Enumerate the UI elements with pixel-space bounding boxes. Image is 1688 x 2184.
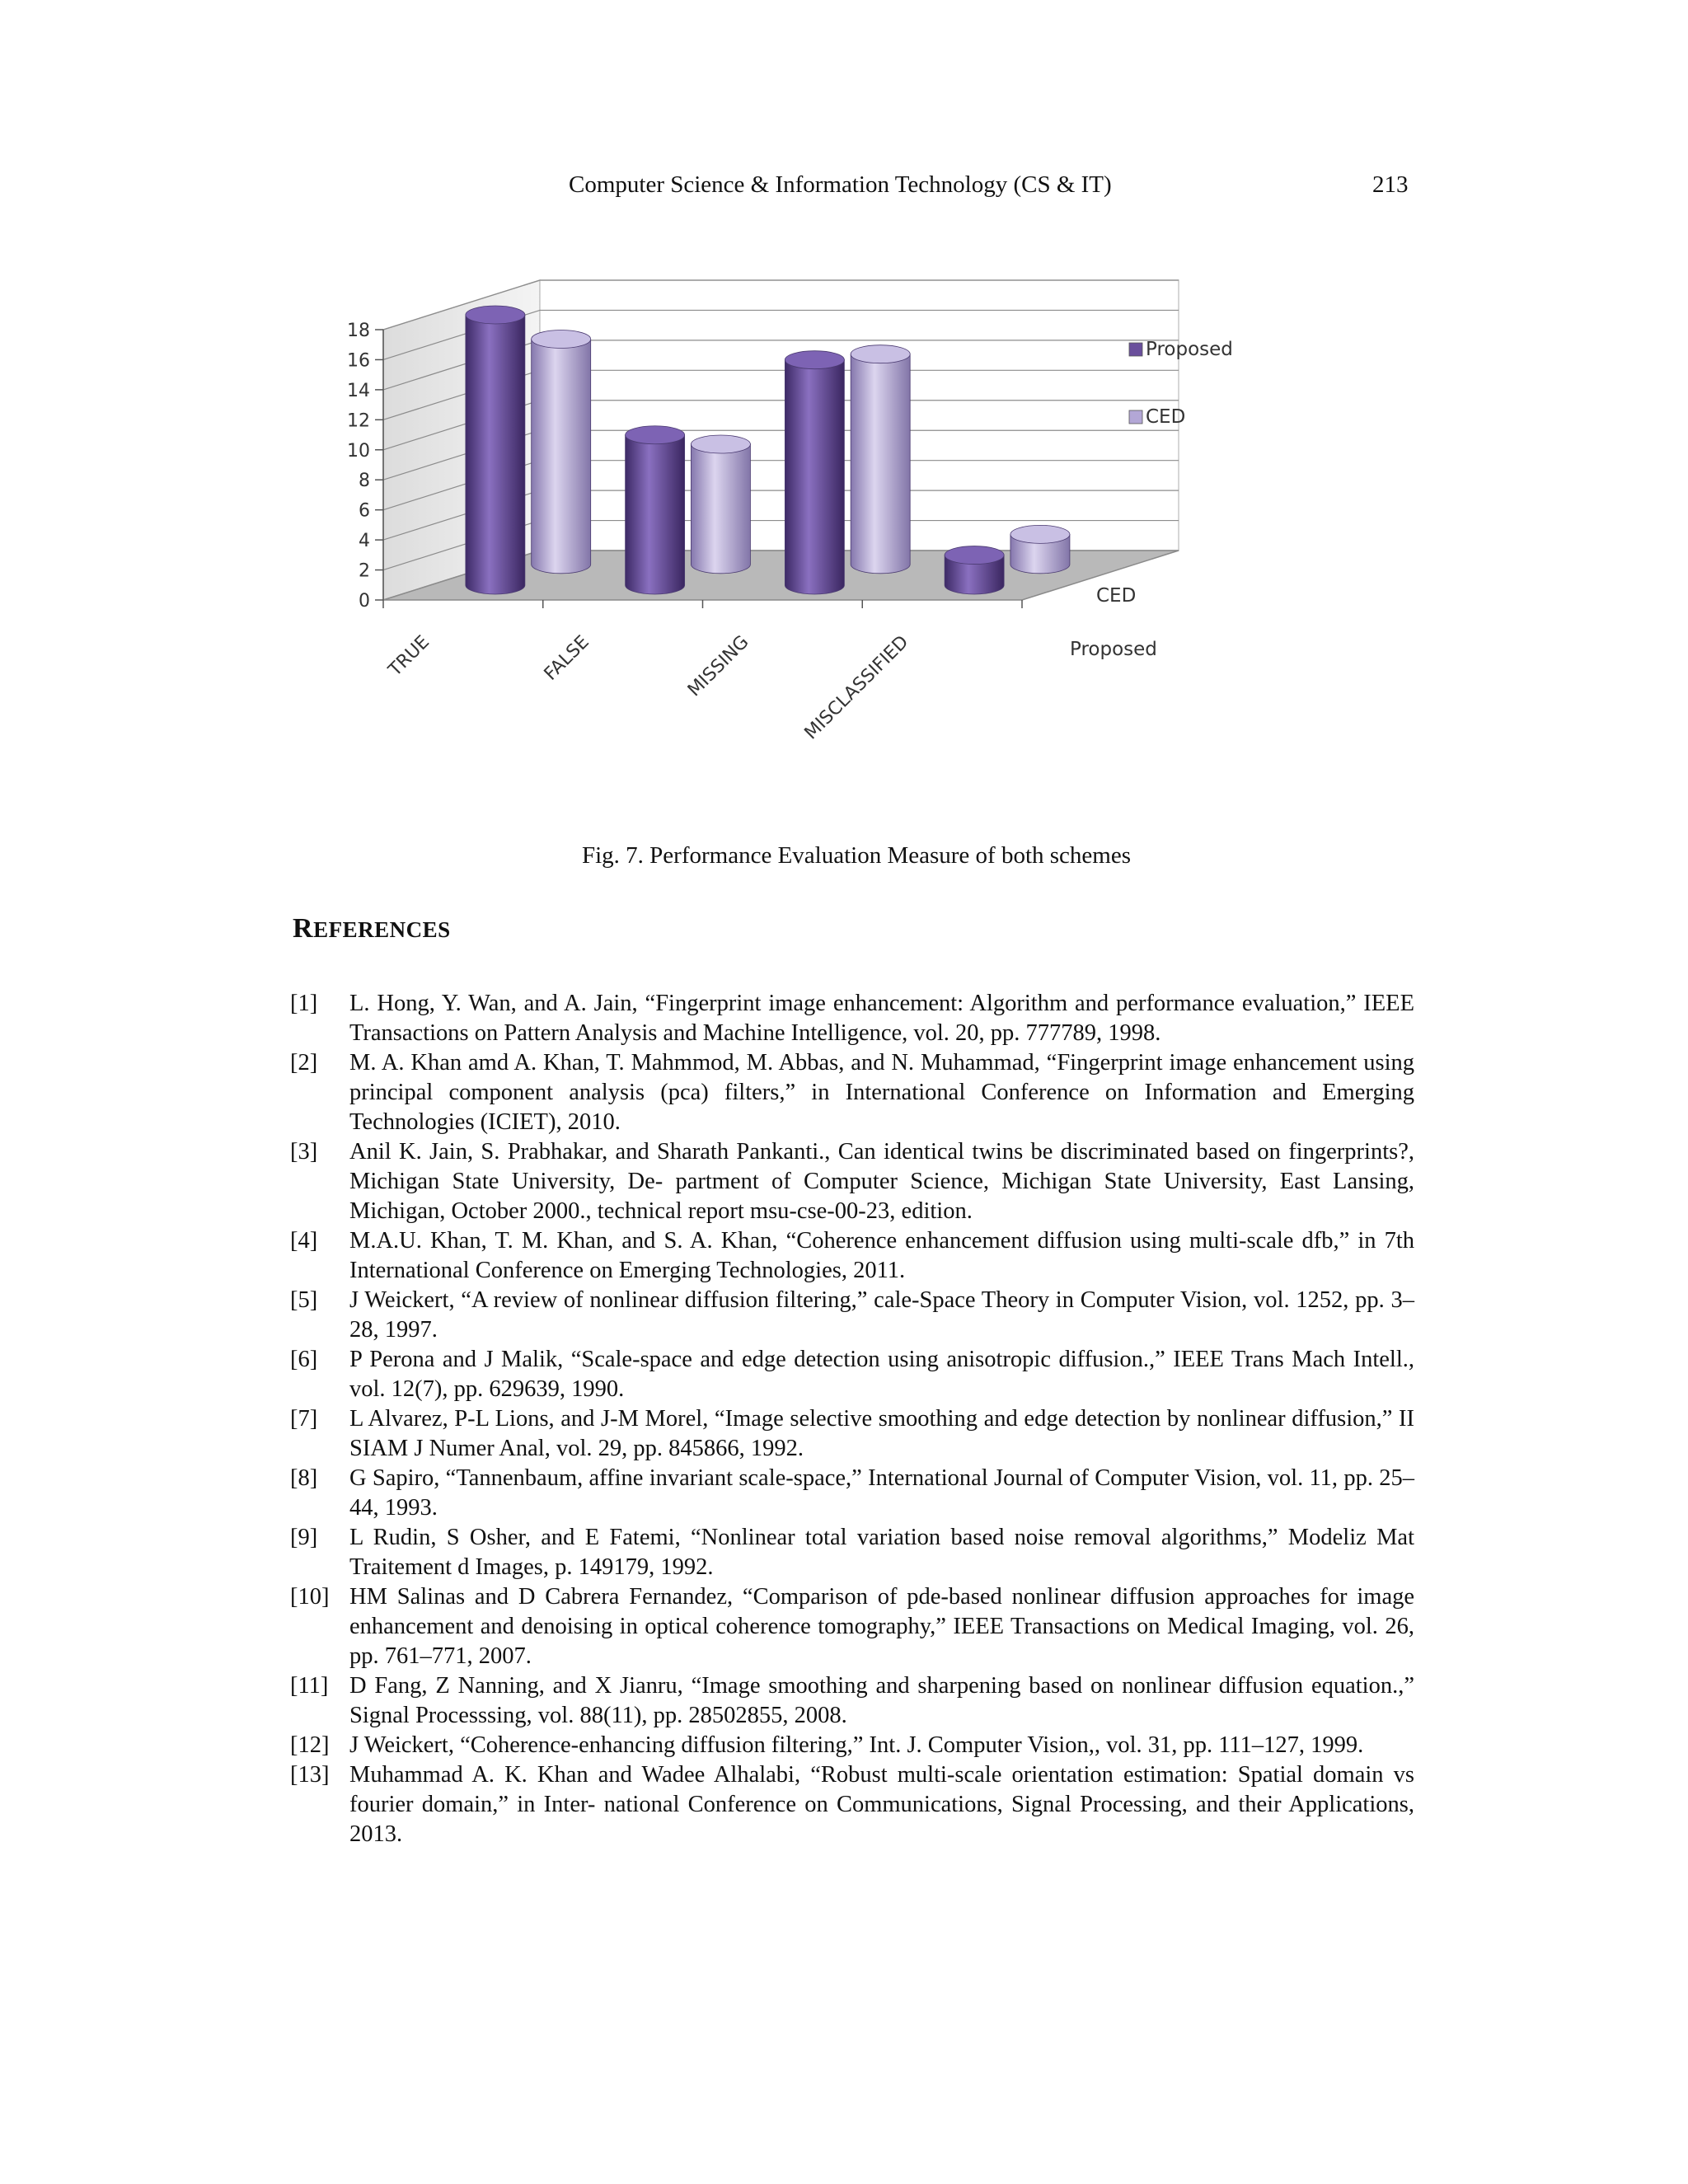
reference-number: [9] xyxy=(290,1525,318,1550)
bar-body xyxy=(691,444,750,574)
reference-text: Muhammad A. K. Khan and Wadee Alhalabi, “Robust multi-scale orientation estimation: Spatial domain vs fourier domain,” in Inter- national Conference on Communications, Signal Processing, and their Applications, 2013. xyxy=(349,1762,1414,1847)
x-category-label: MISSING xyxy=(683,631,753,701)
legend-label: CED xyxy=(1146,406,1186,428)
bar-proposed-true xyxy=(466,306,525,594)
y-tick-label: 2 xyxy=(359,560,370,582)
reference-item xyxy=(290,1345,1414,1404)
reference-number: [10] xyxy=(290,1584,330,1610)
references-list xyxy=(290,989,1414,1849)
reference-item xyxy=(290,1048,1414,1137)
reference-number: [2] xyxy=(290,1050,318,1076)
bar-body xyxy=(532,339,591,573)
reference-item xyxy=(290,989,1414,1048)
reference-text: L. Hong, Y. Wan, and A. Jain, “Fingerprint image enhancement: Algorithm and performance evaluation,” IEEE Transactions on Pattern Analysis and Machine Intelligence, vol. 20, pp. 777789, 1998. xyxy=(349,991,1414,1046)
reference-item xyxy=(290,1464,1414,1523)
references-heading-rest: EFERENCES xyxy=(313,917,451,942)
reference-text: J Weickert, “Coherence-enhancing diffusion filtering,” Int. J. Computer Vision,, vol. 31, pp. 111–127, 1999. xyxy=(349,1732,1364,1758)
reference-item xyxy=(290,1226,1414,1286)
reference-number: [12] xyxy=(290,1732,330,1758)
depth-label: Proposed xyxy=(1070,639,1157,660)
y-tick-label: 18 xyxy=(347,321,370,341)
y-tick-label: 16 xyxy=(347,350,370,372)
y-tick-label: 8 xyxy=(359,471,370,492)
bar-top xyxy=(626,426,685,444)
reference-item xyxy=(290,1404,1414,1464)
bar-proposed-false xyxy=(626,426,685,594)
references-heading xyxy=(293,913,451,944)
legend-label: Proposed xyxy=(1146,339,1233,360)
bar-top xyxy=(785,351,844,369)
legend-swatch xyxy=(1129,410,1142,424)
bar-ced-true xyxy=(532,330,591,573)
reference-text: L Alvarez, P-L Lions, and J-M Morel, “Image selective smoothing and edge detection by nonlinear diffusion,” II SIAM J Numer Anal, vol. 29, pp. 845866, 1992. xyxy=(349,1406,1414,1461)
reference-text: P Perona and J Malik, “Scale-space and edge detection using anisotropic diffusion.,” IEEE Trans Mach Intell., vol. 12(7), pp. 629639, 1990. xyxy=(349,1347,1414,1402)
bar-proposed-misclassified xyxy=(945,546,1004,594)
depth-label: CED xyxy=(1096,585,1137,607)
y-tick-label: 12 xyxy=(347,410,370,432)
page-number: 213 xyxy=(1372,171,1409,198)
reference-number: [8] xyxy=(290,1465,318,1491)
reference-number: [4] xyxy=(290,1228,318,1254)
figure-caption: Fig. 7. Performance Evaluation Measure of both schemes xyxy=(581,842,1131,869)
reference-item xyxy=(290,1137,1414,1226)
reference-item xyxy=(290,1582,1414,1671)
reference-item xyxy=(290,1760,1414,1849)
reference-number: [7] xyxy=(290,1406,318,1432)
reference-number: [11] xyxy=(290,1673,329,1699)
bar-proposed-missing xyxy=(785,351,844,594)
bar-top xyxy=(532,330,591,348)
reference-item xyxy=(290,1523,1414,1582)
bar-ced-missing xyxy=(851,345,910,574)
x-category-label: FALSE xyxy=(540,631,593,685)
reference-number: [5] xyxy=(290,1287,318,1313)
reference-number: [3] xyxy=(290,1139,318,1165)
bar-body xyxy=(626,435,685,594)
running-header-title: Computer Science & Information Technology (CS & IT) xyxy=(569,171,1112,198)
y-tick-label: 10 xyxy=(347,440,370,462)
x-category-label: MISCLASSIFIED xyxy=(800,631,913,744)
reference-text: M. A. Khan amd A. Khan, T. Mahmmod, M. Abbas, and N. Muhammad, “Fingerprint image enhancement using principal component analysis (pca) filters,” in International Conference on Information and Emerging Technologies (ICIET), 2010. xyxy=(349,1050,1414,1135)
y-tick-label: 6 xyxy=(359,500,370,522)
reference-number: [13] xyxy=(290,1762,330,1788)
reference-text: G Sapiro, “Tannenbaum, affine invariant scale-space,” International Journal of Computer Vision, vol. 11, pp. 25–44, 1993. xyxy=(349,1465,1414,1521)
bar-top xyxy=(1010,525,1070,543)
bar-top xyxy=(945,546,1004,565)
page-header xyxy=(0,171,1688,204)
performance-chart-figure xyxy=(297,272,1233,832)
reference-item xyxy=(290,1671,1414,1731)
y-tick-label: 14 xyxy=(347,380,370,401)
legend-swatch xyxy=(1129,343,1142,356)
bar-body xyxy=(466,315,525,594)
bar-ced-false xyxy=(691,435,750,574)
reference-text: M.A.U. Khan, T. M. Khan, and S. A. Khan, “Coherence enhancement diffusion using multi-scale dfb,” in 7th International Conference on Emerging Technologies, 2011. xyxy=(349,1228,1414,1283)
bar-top xyxy=(466,306,525,324)
bar-body xyxy=(785,360,844,594)
reference-text: D Fang, Z Nanning, and X Jianru, “Image smoothing and sharpening based on nonlinear diffusion equation.,” Signal Processsing, vol. 88(11), pp. 28502855, 2008. xyxy=(349,1673,1414,1728)
bar-top xyxy=(851,345,910,363)
reference-text: HM Salinas and D Cabrera Fernandez, “Comparison of pde-based nonlinear diffusion approaches for image enhancement and denoising in optical coherence tomography,” IEEE Transactions on Medical Imaging, vol. 26, pp. 761–771, 2007. xyxy=(349,1584,1414,1669)
bar-top xyxy=(691,435,750,453)
x-category-label: TRUE xyxy=(384,631,434,681)
performance-chart xyxy=(297,272,1233,832)
reference-text: J Weickert, “A review of nonlinear diffusion filtering,” cale-Space Theory in Computer Vision, vol. 1252, pp. 3–28, 1997. xyxy=(349,1287,1414,1343)
bar-ced-misclassified xyxy=(1010,525,1070,573)
reference-number: [1] xyxy=(290,991,318,1016)
reference-text: Anil K. Jain, S. Prabhakar, and Sharath Pankanti., Can identical twins be discriminated based on fingerprints?, Michigan State University, De- partment of Computer Science, Michigan State University, East Lansing, Michigan, October 2000., technical report msu-cse-00-23, edition. xyxy=(349,1139,1414,1224)
y-tick-label: 4 xyxy=(359,531,370,552)
y-tick-label: 0 xyxy=(359,591,370,612)
reference-item xyxy=(290,1731,1414,1760)
reference-item xyxy=(290,1286,1414,1345)
reference-text: L Rudin, S Osher, and E Fatemi, “Nonlinear total variation based noise removal algorithms,” Modeliz Mat Traitement d Images, p. 149179, 1992. xyxy=(349,1525,1414,1580)
reference-number: [6] xyxy=(290,1347,318,1372)
bar-body xyxy=(851,354,910,574)
references-heading-initial: R xyxy=(293,913,314,944)
